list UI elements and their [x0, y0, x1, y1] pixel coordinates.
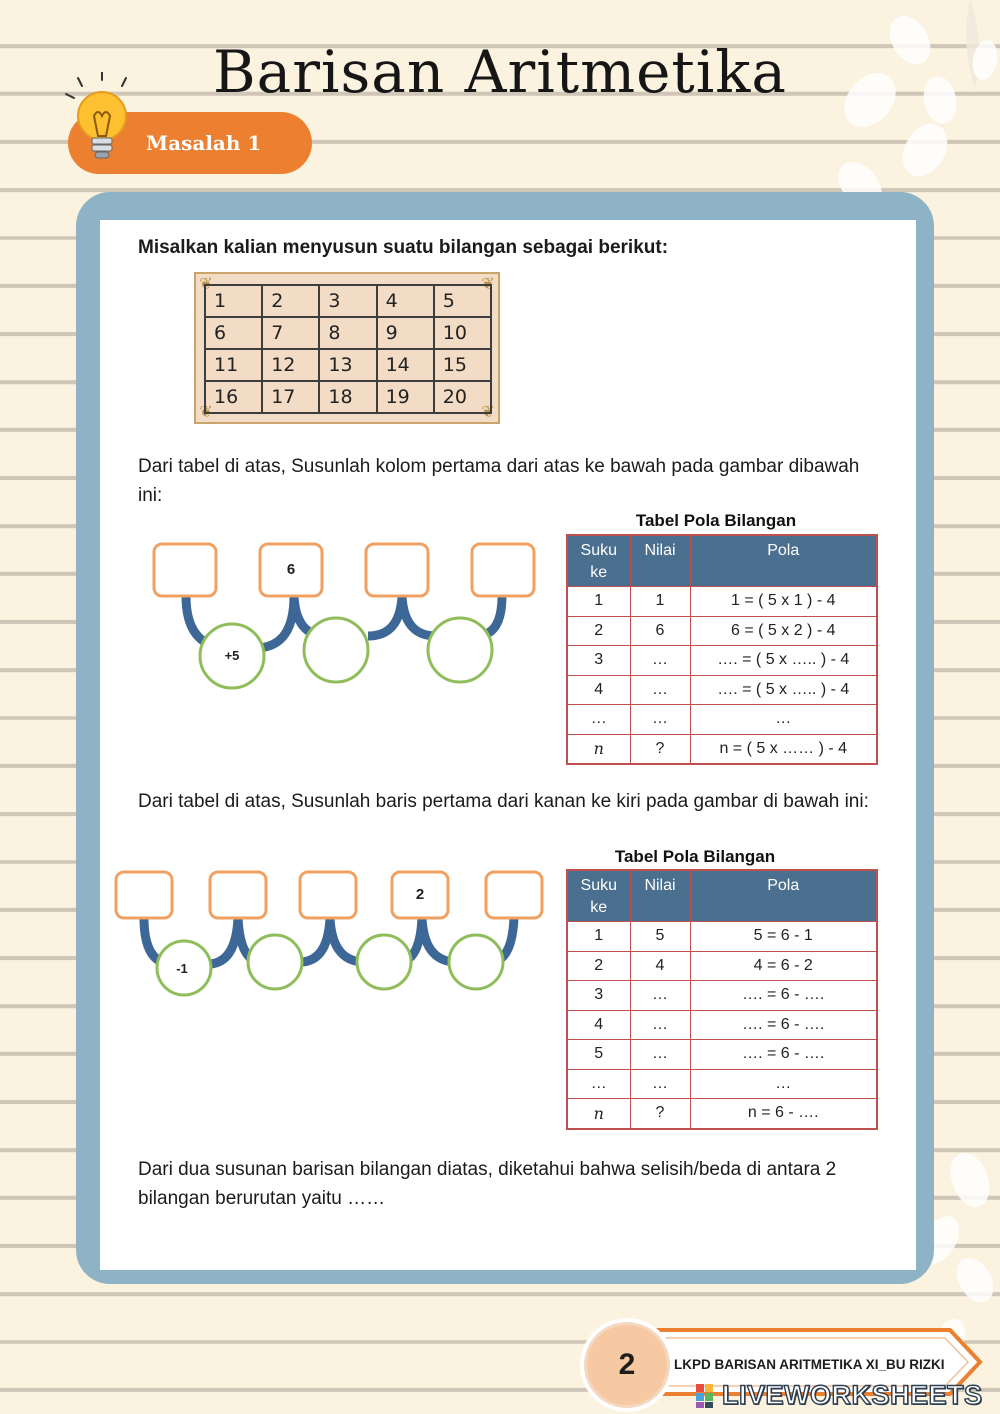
cell-pattern: …. = 6 - …. [690, 1010, 877, 1040]
grid-cell: 4 [377, 285, 434, 317]
cell-term: 3 [567, 646, 630, 676]
difference-circle [357, 935, 411, 989]
column-header: Nilai [630, 535, 690, 587]
term-box [154, 544, 216, 596]
cell-term: 4 [567, 1010, 630, 1040]
cell-pattern: 1 = ( 5 x 1 ) - 4 [690, 587, 877, 617]
conclusion-text: Dari dua susunan barisan bilangan diatas, diketahui bahwa selisih/beda di antara 2 bilangan berurutan yaitu …… [138, 1159, 837, 1209]
term-box [210, 872, 266, 918]
cell-value: ? [630, 1099, 690, 1129]
difference-label: -1 [176, 961, 188, 976]
cell-value: … [630, 1069, 690, 1099]
grid-cell: 1 [205, 285, 262, 317]
table-row [567, 951, 877, 981]
grid-cell: 12 [262, 349, 319, 381]
table-row [567, 675, 877, 705]
difference-circle [428, 618, 492, 682]
cell-pattern: 4 = 6 - 2 [690, 951, 877, 981]
table-row [567, 734, 877, 764]
grid-cell: 6 [205, 317, 262, 349]
cell-pattern: …. = ( 5 x ….. ) - 4 [690, 675, 877, 705]
cell-pattern: … [690, 1069, 877, 1099]
grid-cell: 10 [434, 317, 491, 349]
table-row [567, 616, 877, 646]
table-row [567, 1010, 877, 1040]
cell-pattern: n = 6 - …. [690, 1099, 877, 1129]
term-box [366, 544, 428, 596]
grid-cell: 17 [262, 381, 319, 413]
table-row [567, 646, 877, 676]
liveworksheets-watermark: LIVEWORKSHEETS [722, 1380, 983, 1410]
cell-pattern: 6 = ( 5 x 2 ) - 4 [690, 616, 877, 646]
cell-value: 5 [630, 922, 690, 952]
grid-cell: 2 [262, 285, 319, 317]
number-grid [194, 272, 500, 424]
cell-value: 1 [630, 587, 690, 617]
page-title: Barisan Aritmetika [213, 38, 787, 106]
cell-pattern: …. = 6 - …. [690, 981, 877, 1011]
arc-connector [258, 596, 294, 648]
sequence-diagram-1 [146, 536, 542, 692]
arc-connector [368, 596, 402, 636]
table-caption: Tabel Pola Bilangan [614, 847, 776, 866]
intro-text: Misalkan kalian menyusun suatu bilangan sebagai berikut: [138, 237, 669, 258]
term-box [116, 872, 172, 918]
sequence-diagram-2 [110, 866, 550, 1002]
pattern-table-1 [566, 534, 878, 765]
grid-cell: 14 [377, 349, 434, 381]
term-box [300, 872, 356, 918]
grid-cell: 20 [434, 381, 491, 413]
table-row [567, 1069, 877, 1099]
page-number: 2 [584, 1322, 670, 1408]
cell-term: 1 [567, 922, 630, 952]
cell-value: … [630, 1010, 690, 1040]
term-box [472, 544, 534, 596]
cell-value: 4 [630, 951, 690, 981]
cell-term: 2 [567, 951, 630, 981]
cell-pattern: 5 = 6 - 1 [690, 922, 877, 952]
column-header: Suku ke [567, 535, 630, 587]
arc-connector [210, 918, 238, 964]
grid-cell: 13 [319, 349, 376, 381]
cell-term: 4 [567, 675, 630, 705]
grid-cell: 7 [262, 317, 319, 349]
cell-term: 1 [567, 587, 630, 617]
cell-term: … [567, 705, 630, 735]
ornament-icon: ❦ [481, 274, 495, 293]
table-row [567, 587, 877, 617]
column-header: Suku ke [567, 870, 630, 922]
cell-pattern: …. = 6 - …. [690, 1040, 877, 1070]
cell-term: 3 [567, 981, 630, 1011]
section2-instruction: Dari tabel di atas, Susunlah baris pertama dari kanan ke kiri pada gambar di bawah ini: [138, 791, 869, 812]
column-header: Pola [690, 870, 877, 922]
table-row [567, 922, 877, 952]
table-row [567, 705, 877, 735]
cell-term: … [567, 1069, 630, 1099]
term-box-label: 6 [286, 561, 296, 578]
grid-cell: 9 [377, 317, 434, 349]
table-row [567, 1099, 877, 1129]
column-header: Nilai [630, 870, 690, 922]
term-box [486, 872, 542, 918]
cell-value: … [630, 705, 690, 735]
cell-term: 5 [567, 1040, 630, 1070]
cell-value: … [630, 981, 690, 1011]
masalah-badge: Masalah 1 [68, 112, 312, 174]
term-box-label: 2 [415, 886, 425, 903]
cell-value: … [630, 1040, 690, 1070]
cell-value: … [630, 646, 690, 676]
grid-cell: 8 [319, 317, 376, 349]
table-row [567, 981, 877, 1011]
difference-circle [449, 935, 503, 989]
grid-cell: 5 [434, 285, 491, 317]
difference-circle [248, 935, 302, 989]
table-caption: Tabel Pola Bilangan [635, 511, 797, 530]
cell-term: n [567, 734, 630, 764]
ornament-icon: ❦ [481, 402, 495, 421]
cell-term: 2 [567, 616, 630, 646]
cell-term: n [567, 1099, 630, 1129]
cell-value: 6 [630, 616, 690, 646]
ornament-icon: ❦ [199, 274, 213, 293]
cell-value: … [630, 675, 690, 705]
difference-circle [304, 618, 368, 682]
grid-cell: 3 [319, 285, 376, 317]
cell-value: ? [630, 734, 690, 764]
liveworksheets-logo-icon [696, 1384, 722, 1408]
grid-cell: 11 [205, 349, 262, 381]
cell-pattern: … [690, 705, 877, 735]
table-row [567, 1040, 877, 1070]
grid-cell: 18 [319, 381, 376, 413]
cell-pattern: n = ( 5 x …… ) - 4 [690, 734, 877, 764]
grid-cell: 16 [205, 381, 262, 413]
grid-cell: 19 [377, 381, 434, 413]
section1-instruction: Dari tabel di atas, Susunlah kolom pertama dari atas ke bawah pada gambar dibawah ini: [138, 456, 860, 506]
column-header: Pola [690, 535, 877, 587]
footer-label: LKPD BARISAN ARITMETIKA XI_BU RIZKI [674, 1357, 945, 1372]
cell-pattern: …. = ( 5 x ….. ) - 4 [690, 646, 877, 676]
pattern-table-2 [566, 869, 878, 1130]
grid-cell: 15 [434, 349, 491, 381]
ornament-icon: ❦ [199, 402, 213, 421]
lightbulb-icon [62, 72, 142, 172]
arc-connector [402, 596, 436, 636]
difference-label: +5 [224, 648, 240, 663]
arc-connector [302, 918, 330, 962]
